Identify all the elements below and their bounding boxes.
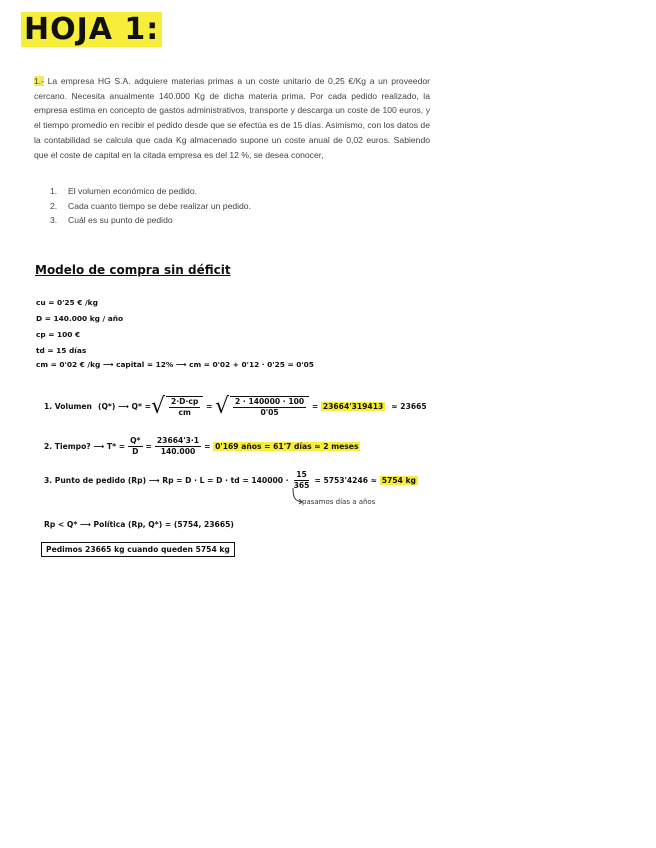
q-calculation: 1. Volumen (Q*) ⟶ Q* = √ $\frac{2\cdot D\cdot cp}{cm}$ = √ $\frac{2 \cdot 140000 \cdot 100}{0'05}$ = 23664'319413 ≈ 23665	[44, 394, 427, 419]
q-fraction-1: $\frac{2\cdot D\cdot cp}{cm}$	[171, 396, 199, 417]
arrow-icon: ⟶	[175, 360, 190, 369]
arrow-icon: ⟶	[90, 442, 107, 451]
problem-text: La empresa HG S.A. adquiere materias primas a un coste unitario de 0,25 €/Kg a un proveedor cercano. Necesita anualmente 140.000 Kg de dicha materia prima. Por cada pedido realizado, la empresa estima en concepto de gastos administrativos, transporte y descarga un coste de 100 euros, y el tiempo promedio en recibir el pedido desde que se efectúa es de 15 días. Asimismo, con los datos de la contabilidad se calcula que cada Kg almacenado supone un coste anual de 0,02 euros. Sabiendo que el coste de capital en la citada empresa es del 12 %, se desea conocer,	[34, 76, 430, 160]
q-fraction-2: $\frac{2 \cdot 140000 \cdot 100}{0'05}$	[234, 396, 305, 417]
q-result: 23664'319413	[322, 402, 384, 411]
t-fraction-1: $\frac{Q*}{D}$	[130, 436, 141, 456]
q-symbol: (Q*)	[97, 402, 116, 411]
arrow-icon: ⟶	[146, 476, 163, 485]
list-item: 1. El volumen económico de pedido.	[50, 186, 197, 196]
rp-label: 3. Punto de pedido (Rp)	[44, 476, 147, 485]
page-title	[21, 12, 162, 47]
final-answer-box: Pedimos 23665 kg cuando queden 5754 kg	[41, 542, 235, 557]
list-item: 2. Cada cuanto tiempo se debe realizar un pedido.	[50, 200, 251, 211]
q-label: 1. Volumen	[44, 402, 92, 411]
rp-calculation	[44, 470, 418, 491]
title-highlight: HOJA 1:	[21, 12, 162, 47]
data-line-cu: cu = 0'25 € /kg	[36, 298, 98, 307]
solution-heading: Modelo de compra sin déficit	[35, 263, 231, 277]
task-list	[50, 184, 251, 228]
t-calculation: 2. Tiempo? ⟶ T* = $\frac{Q*}{D}$ = $\frac{23664'3\cdot 1}{140.000}$ = 0'169 años = 61'7 días ≈ 2 meses	[44, 436, 359, 456]
t-label: 2. Tiempo?	[44, 442, 91, 451]
q-approx: ≈ 23665	[391, 402, 427, 411]
cm-chain	[36, 360, 314, 369]
data-line-demand: D = 140.000 kg / año	[36, 314, 124, 323]
t-result: 0'169 años = 61'7 días ≈ 2 meses	[215, 442, 359, 451]
sqrt-icon: √ $\frac{2 \cdot 140000 \cdot 100}{0'05}$	[215, 394, 309, 419]
list-item: 3. Cuál es su punto de pedido	[50, 215, 173, 226]
rp-expression: Rp = D · L = D · td = 140000 ·	[162, 476, 289, 485]
data-line-td: td = 15 días	[36, 346, 87, 355]
rp-result: 5754 kg	[381, 476, 416, 485]
cm-result: cm = 0'02 + 0'12 · 0'25 = 0'05	[189, 360, 314, 369]
sqrt-icon: √ $\frac{2\cdot D\cdot cp}{cm}$	[151, 394, 203, 419]
arrow-icon: ⟶	[102, 360, 117, 369]
capital-rate: capital = 12%	[116, 360, 174, 369]
problem-number: 1.-	[34, 76, 45, 86]
rp-mid: = 5753'4246 ≈	[314, 476, 378, 485]
q-lhs: Q* =	[131, 402, 151, 411]
t-fraction-2: $\frac{23664'3\cdot 1}{140.000}$	[156, 436, 200, 456]
policy-line: Rp < Q* ⟶ Política (Rp, Q*) = (5754, 23665)	[44, 520, 234, 529]
rp-note: pasamos días a años	[302, 498, 376, 506]
problem-statement	[34, 74, 430, 162]
arrow-icon: ⟶	[115, 402, 132, 411]
cm-base: cm = 0'02 € /kg	[36, 360, 101, 369]
rp-fraction: $\frac{15}{365}$	[293, 470, 310, 490]
data-line-cp: cp = 100 €	[36, 330, 81, 339]
t-lhs: T* =	[106, 442, 126, 451]
